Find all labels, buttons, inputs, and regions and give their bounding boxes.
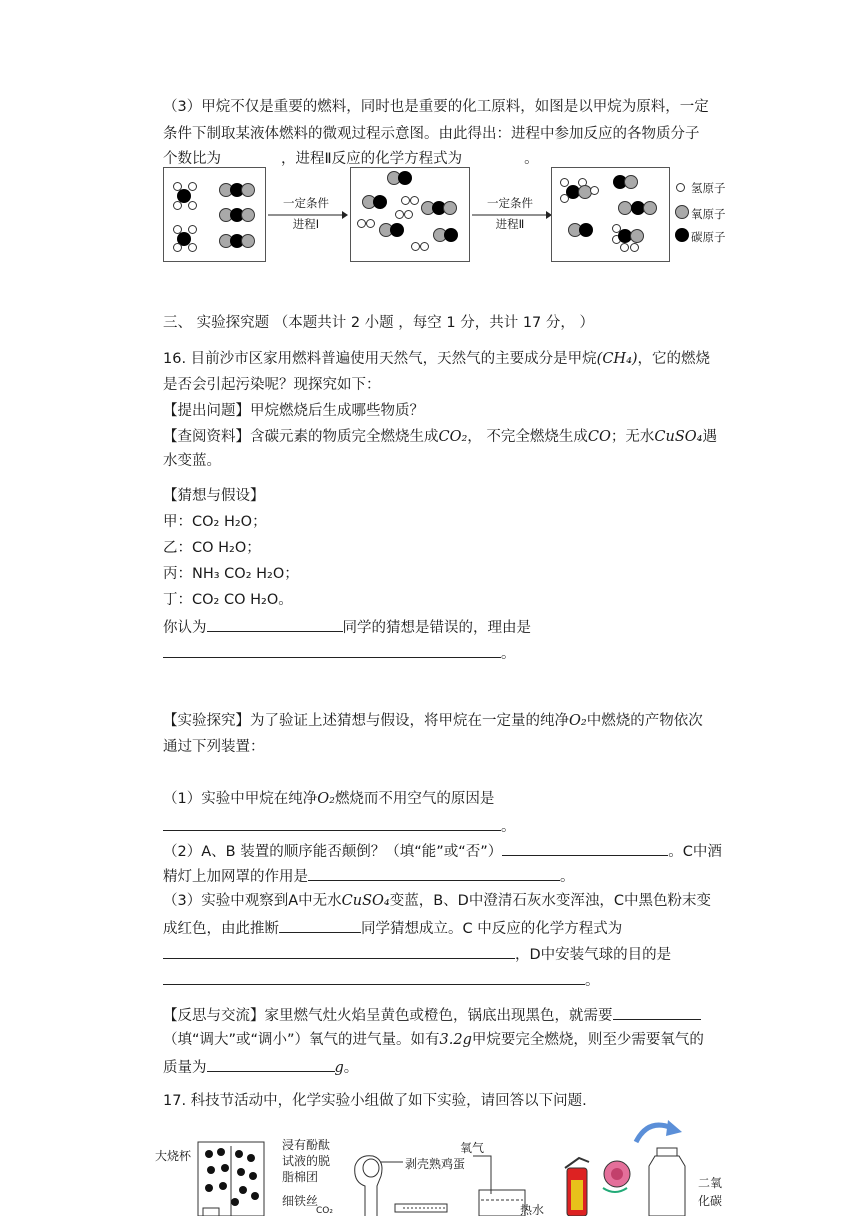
sub2-text-a: （2）A、B 装置的顺序能否颠倒？（填“能”或“否”） [163,844,503,860]
q16-reference-cont: 水变蓝。 [163,453,221,469]
period: 。 [343,1060,359,1076]
wrong-guess-text-b: 同学的猜想是错误的，理由是 [342,620,531,636]
sub3-text-b: 变蓝，B、D中澄清石灰水变浑浊，C中黑色粉末变 [389,893,711,909]
label-cotton-3: 脂棉团 [282,1170,319,1184]
reflection-text-a: 【反思与交流】家里燃气灶火焰呈黄色或橙色，锅底出现黑色，就需要 [163,1008,613,1024]
sub1-line [163,789,494,809]
hydrogen-atom [410,196,419,205]
oxygen-atom [624,175,638,189]
hydrogen-atom [188,182,197,191]
sub3-text-e: ，D中安装气球的目的是 [515,947,672,963]
label-co2-1: 二氧 [698,1176,723,1190]
hydrogen-atom [404,210,413,219]
formula-cuso4: CuSO₄ [341,893,390,909]
arrow2-bottom-label: 进程Ⅱ [495,217,525,231]
q16-question: 【提出问题】甲烷燃烧后生成哪些物质？ [163,403,424,419]
q16-intro-end: ，它的燃烧 [637,351,711,367]
sub1-answer-line [163,815,516,837]
gas-jar-icon [645,1146,690,1216]
reflection-line2 [163,1030,704,1050]
q15-3-text-c: 。 [524,151,539,167]
unit-g: g [334,1060,344,1076]
hydrogen-atom [366,219,375,228]
period: 。 [501,646,516,662]
answer-blank-adjust[interactable] [613,1004,701,1020]
hydrogen-atom [173,201,182,210]
label-oxygen: 氧气 [460,1141,485,1155]
q16-line2: 是否会引起污染呢？现探究如下： [163,377,381,393]
answer-blank-reason[interactable] [163,642,501,658]
answer-blank-wrong-student[interactable] [207,616,343,632]
label-beaker: 大烧杯 [155,1149,192,1163]
q15-3-line3 [163,149,539,169]
sub3-text-c: 成红色，由此推断 [163,921,279,937]
methane-mass: 3.2g [439,1032,472,1048]
label-cotton-1: 浸有酚酞 [282,1138,331,1152]
arrow1-top-label: 一定条件 [283,196,329,210]
sub1-text-a: （1）实验中甲烷在纯净 [163,791,318,807]
experiment-line1 [163,711,703,731]
q15-3-line2: 条件下制取某液体燃料的微观过程示意图。由此得出：进程中参加反应的各物质分子 [163,126,700,142]
period: 。 [501,819,516,835]
answer-blank-oxygen-mass[interactable] [207,1056,335,1072]
box-reactants [163,167,266,262]
q16-reference [163,427,717,447]
q15-3-line1: （3）甲烷不仅是重要的燃料，同时也是重要的化工原料，如图是以甲烷为原料，一定 [163,99,709,115]
arrow1-bottom-label: 进程Ⅰ [292,217,320,231]
legend-carbon-swatch [675,228,689,242]
reference-text-c: ；无水 [610,429,655,445]
formula-co: CO [587,429,611,445]
label-cotton-2: 试液的脱 [282,1154,331,1168]
sub3-line3 [163,943,671,965]
answer-blank-c-equation[interactable] [163,943,515,959]
reflection-text-d: 质量为 [163,1060,207,1076]
q15-3-text-a: 个数比为 [163,151,221,167]
reflection-text-c: 甲烷要完全燃烧，则至少需要氧气的 [471,1032,704,1048]
legend-oxygen-label: 氧原子 [691,207,726,221]
carbon-atom [398,171,412,185]
period: 。 [585,973,600,989]
sub2-line [163,840,722,862]
sub2-text-b: 。C中酒 [668,844,722,860]
hydrogen-atom [560,194,569,203]
hydrogen-atom [401,196,410,205]
hypothesis-ding: 丁：CO₂ CO H₂O。 [163,592,293,608]
reference-text-b: ， 不完全燃烧生成 [467,429,588,445]
sub3-line4 [163,969,600,991]
oxygen-atom [241,234,255,248]
carbon-atom [390,223,404,237]
reference-text-d: 遇 [702,429,717,445]
formula-cuso4: CuSO₄ [654,429,703,445]
reflection-line3 [163,1056,358,1078]
experiment-line2: 通过下列装置： [163,739,265,755]
wrong-guess-text-a: 你认为 [163,620,207,636]
oxygen-atom [241,208,255,222]
reflection-line1 [163,1004,701,1026]
hydrogen-atom [188,225,197,234]
label-egg: 剥壳熟鸡蛋 [405,1157,466,1171]
answer-blank-net-cover[interactable] [308,865,560,881]
sub3-text-d: 同学猜想成立。C 中反应的化学方程式为 [361,921,623,937]
sub3-line1 [163,891,711,911]
sub1-text-b: 燃烧而不用空气的原因是 [334,791,495,807]
hydrogen-atom [188,243,197,252]
sub2-line2 [163,865,575,887]
legend-carbon-label: 碳原子 [691,230,726,244]
answer-blank-correct-student[interactable] [279,917,361,933]
experiment-text-b: 中燃烧的产物依次 [586,713,703,729]
spray-bottle-flower-icon [555,1150,645,1216]
experiment-text-a: 【实验探究】为了验证上述猜想与假设，将甲烷在一定量的纯净 [163,713,569,729]
label-co2-small: CO₂ [316,1206,333,1216]
reason-line [163,642,516,664]
hypothesis-jia: 甲：CO₂ H₂O； [163,514,267,530]
legend-oxygen-swatch [675,205,689,219]
formula-co2: CO₂ [438,429,468,445]
legend-hydrogen-swatch [676,183,685,192]
arrow2-top-label: 一定条件 [487,196,533,210]
sub3-text-a: （3）实验中观察到A中无水 [163,893,342,909]
answer-blank-order[interactable] [502,840,668,856]
box-intermediate [350,167,470,262]
formula-o2: O₂ [569,713,587,729]
oxygen-atom [643,201,657,215]
oxygen-atom [630,229,644,243]
oxygen-atom [618,201,632,215]
label-co2-2: 化碳 [698,1194,723,1208]
hypothesis-title: 【猜想与假设】 [163,488,265,504]
period: 。 [560,869,575,885]
hypothesis-bing: 丙：NH₃ CO₂ H₂O； [163,566,299,582]
hydrogen-atom [188,201,197,210]
sub3-line2 [163,917,622,939]
q16-intro: 16. 目前沙市区家用燃料普遍使用天然气，天然气的主要成分是甲烷 [163,351,597,367]
wrong-guess-line [163,616,531,638]
hydrogen-atom [590,186,599,195]
reflection-text-b: （填“调大”或“调小”）氧气的进气量。如有 [163,1032,440,1048]
carbon-atom [373,195,387,209]
hypothesis-yi: 乙：CO H₂O； [163,540,261,556]
hydrogen-atom [357,219,366,228]
label-iron-wire: 细铁丝 [282,1194,319,1208]
hydrogen-atom [620,243,629,252]
legend-hydrogen-label: 氢原子 [691,181,726,195]
oxygen-atom [443,201,457,215]
q17-title: 17. 科技节活动中，化学实验小组做了如下实验，请回答以下问题. [163,1093,587,1109]
sub2-text-c: 精灯上加网罩的作用是 [163,869,308,885]
box-products [551,167,670,262]
label-hot-water: 热水 [520,1203,545,1217]
q16-line1 [163,349,710,369]
answer-blank-air-reason[interactable] [163,815,501,831]
hydrogen-atom [173,243,182,252]
carbon-atom [444,228,458,242]
curved-arrow-icon [628,1118,688,1148]
formula-ch4: (CH₄) [596,351,638,367]
beaker-cotton-icon [195,1140,270,1216]
reference-text-a: 【查阅资料】含碳元素的物质完全燃烧生成 [163,429,439,445]
hydrogen-atom [395,210,404,219]
section-heading: 三、 实验探究题 （本题共计 2 小题 ，每空 1 分，共计 17 分， ） [163,315,594,331]
formula-o2: O₂ [317,791,335,807]
answer-blank-balloon-purpose[interactable] [163,969,585,985]
oxygen-atom [241,183,255,197]
q15-3-text-b: ，进程Ⅱ反应的化学方程式为 [281,151,463,167]
hydrogen-atom [411,242,420,251]
hydrogen-atom [630,243,639,252]
hydrogen-atom [420,242,429,251]
carbon-atom [579,223,593,237]
